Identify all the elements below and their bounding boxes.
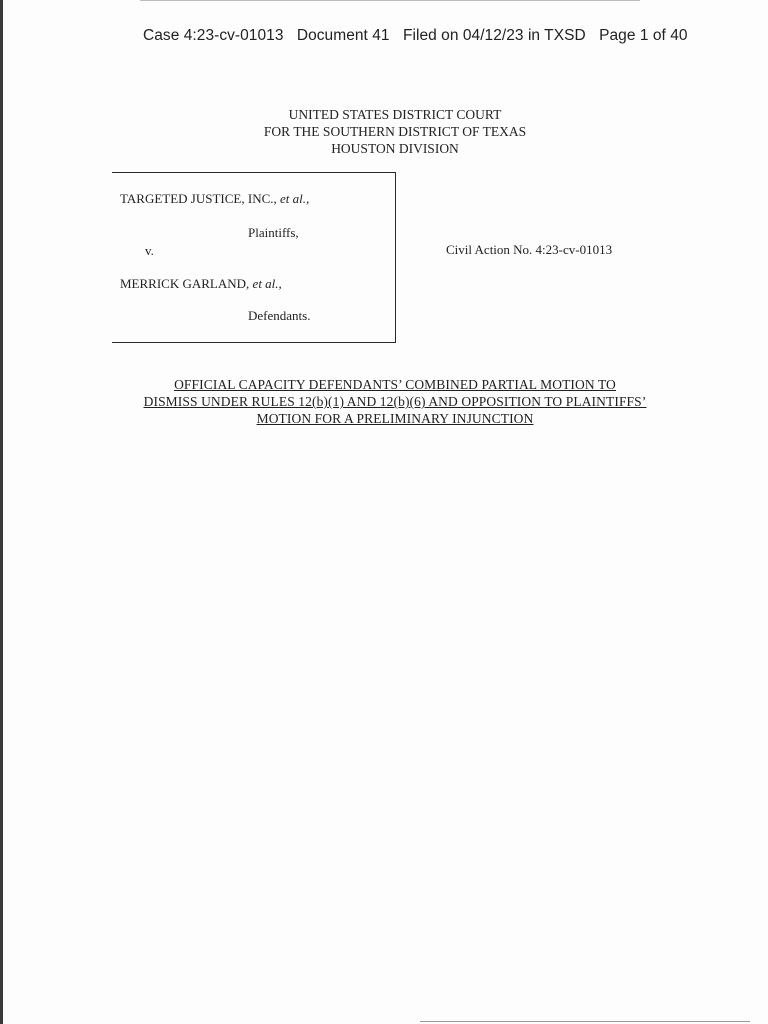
scan-artifact-bottom [420,1021,750,1022]
court-division: HOUSTON DIVISION [331,141,459,156]
defendants-label: Defendants. [248,308,311,323]
plaintiffs-label: Plaintiffs, [248,225,299,240]
civil-action-number: Civil Action No. 4:23-cv-01013 [446,242,613,257]
filed-date: Filed on 04/12/23 in TXSD [402,27,586,44]
defendant-name: MERRICK GARLAND, [120,276,253,291]
document-number: Document 41 [296,27,390,44]
plaintiff-line [120,191,309,207]
page-count: Page 1 of 40 [599,27,688,44]
defendant-line [120,276,282,292]
defendant-et-al: et al., [252,276,282,291]
motion-title-line-1: OFFICIAL CAPACITY DEFENDANTS’ COMBINED PARTIAL MOTION TO [174,377,616,392]
scan-artifact-top [140,0,640,1]
case-caption-box [112,172,396,343]
case-number: Case 4:23-cv-01013 [143,27,284,44]
court-district: FOR THE SOUTHERN DISTRICT OF TEXAS [263,124,527,139]
motion-title-line-2: DISMISS UNDER RULES 12(b)(1) AND 12(b)(6) AND OPPOSITION TO PLAINTIFFS’ [143,394,647,409]
motion-title [0,376,768,427]
ecf-header-stamp [143,27,688,45]
plaintiff-name: TARGETED JUSTICE, INC., [120,191,281,206]
court-name: UNITED STATES DISTRICT COURT [288,107,502,122]
court-heading [0,106,768,157]
plaintiff-et-al: et al., [280,191,310,206]
motion-title-line-3: MOTION FOR A PRELIMINARY INJUNCTION [256,411,534,426]
versus-label: v. [145,243,154,258]
